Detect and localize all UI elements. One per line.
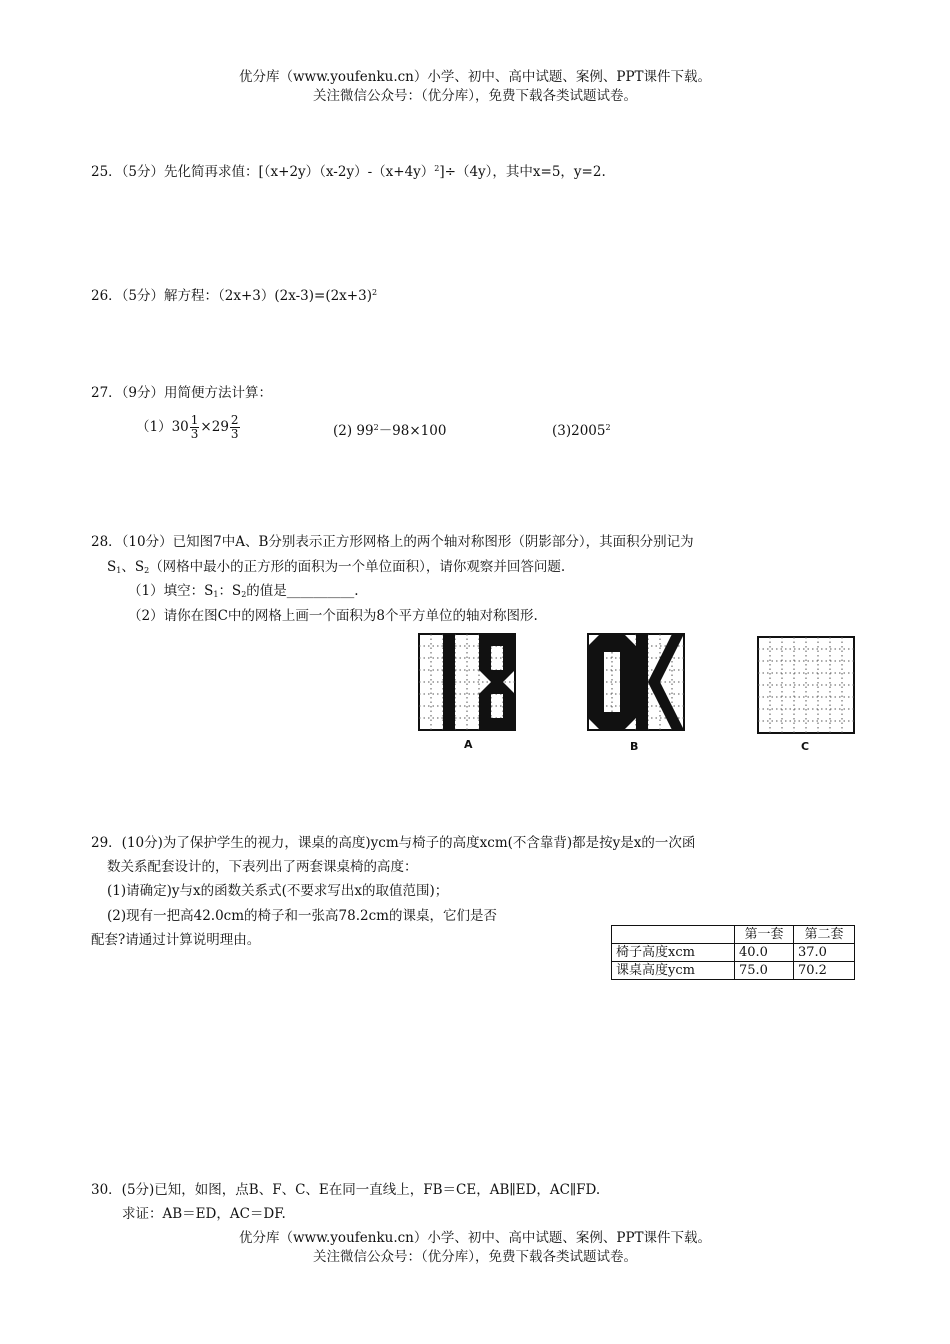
- q25-text: 25．（5分）先化简再求值：[（x+2y）（x-2y）-（x+4y）: [91, 164, 435, 180]
- frac-num: 2: [230, 413, 239, 427]
- table-header-cell: 第一套: [735, 926, 794, 944]
- figure-c-grid: [757, 636, 855, 734]
- fraction-2-3: [230, 414, 240, 441]
- question-30-line-2: 求证：AB＝ED，AC＝DF.: [122, 1206, 286, 1222]
- footer-line-2: 关注微信公众号：（优分库），免费下载各类试题试卷。: [313, 1249, 637, 1265]
- question-29-line-4: (2)现有一把高42.0cm的椅子和一张高78.2cm的课桌，它们是否: [107, 908, 497, 924]
- header-line-1: 优分库（www.youfenku.cn）小学、初中、高中试题、案例、PPT课件下载。: [238, 69, 712, 85]
- header-line-2: 关注微信公众号：（优分库），免费下载各类试题试卷。: [313, 88, 637, 104]
- q27-p3: (3)2005: [552, 423, 606, 439]
- table-cell: 70.2: [794, 962, 855, 980]
- q27-p3-exponent: 2: [605, 423, 611, 432]
- question-26: [91, 284, 377, 305]
- question-30-line-1: 30．(5分)已知，如图，点B、F、C、E在同一直线上，FB＝CE，AB∥ED，AC∥FD.: [91, 1182, 601, 1198]
- q27-p1-mid: ×29: [200, 419, 229, 435]
- sub-2: 2: [144, 566, 150, 575]
- q26-exponent: 2: [371, 288, 378, 297]
- frac-num: 1: [190, 413, 199, 427]
- sub-1: 1: [213, 590, 219, 599]
- fraction-1-3: [190, 414, 200, 441]
- q28-line2-rest: （网格中最小的正方形的面积为一个单位面积），请你观察并回答问题.: [149, 559, 566, 575]
- sub-1: 1: [116, 566, 122, 575]
- table-cell: 课桌高度ycm: [612, 962, 735, 980]
- figure-b-grid: [587, 633, 685, 731]
- figure-c-label: C: [801, 740, 810, 753]
- question-29-line-2: 数关系配套设计的，下表列出了两套课桌椅的高度：: [107, 859, 418, 875]
- q26-text: 26．（5分）解方程：（2x+3）(2x-3)=(2x+3): [91, 288, 372, 304]
- table-cell: 75.0: [735, 962, 794, 980]
- q27-p2: (2) 99: [333, 423, 374, 439]
- q27-p2-exponent: 2: [373, 423, 379, 432]
- question-27-part-1: [136, 412, 241, 442]
- frac-den: 3: [230, 427, 239, 441]
- q28-line3-rest: 的值是__________.: [246, 583, 359, 599]
- table-cell: 37.0: [794, 944, 855, 962]
- s-symbol-2: 、S: [121, 559, 145, 575]
- question-27-title: 27．（9分）用简便方法计算：: [91, 385, 273, 401]
- s-symbol: S: [107, 559, 117, 575]
- question-29-line-3: (1)请确定)y与x的函数关系式(不要求写出x的取值范围)；: [107, 883, 449, 899]
- table-header-cell: 第二套: [794, 926, 855, 944]
- question-28-line-3: [128, 582, 359, 604]
- q27-p1-prefix: （1）30: [136, 419, 189, 435]
- frac-den: 3: [190, 427, 199, 441]
- question-27-part-3: [552, 419, 611, 440]
- question-29-line-5: 配套?请通过计算说明理由。: [91, 932, 261, 948]
- table-row: [612, 944, 855, 962]
- q25-exponent: 2: [434, 164, 440, 173]
- question-28-line-1: 28．（10分）已知图7中A、B分别表示正方形网格上的两个轴对称图形（阴影部分），其面积分别记为: [91, 534, 694, 550]
- q25-text-end: ]÷（4y），其中x=5，y=2.: [439, 164, 606, 180]
- q28-line3-mid: ：S: [218, 583, 242, 599]
- desk-chair-height-table: [611, 925, 855, 980]
- question-28-line-4: （2）请你在图C中的网格上画一个面积为8个平方单位的轴对称图形.: [128, 608, 538, 624]
- question-25: [91, 160, 606, 181]
- q27-p2-rest: －98×100: [378, 423, 447, 439]
- question-28-line-2: [107, 558, 565, 580]
- figure-b-label: B: [630, 740, 639, 753]
- q28-line3-pre: （1）填空：S: [128, 583, 214, 599]
- figure-a-grid: [418, 633, 516, 731]
- table-row: [612, 962, 855, 980]
- table-header-row: [612, 926, 855, 944]
- table-cell: 椅子高度xcm: [612, 944, 735, 962]
- table-header-cell: [612, 926, 735, 944]
- figure-a-label: A: [464, 738, 473, 751]
- table-cell: 40.0: [735, 944, 794, 962]
- sub-2: 2: [241, 590, 247, 599]
- question-27-part-2: [333, 419, 446, 440]
- footer-line-1: 优分库（www.youfenku.cn）小学、初中、高中试题、案例、PPT课件下载。: [238, 1230, 712, 1246]
- question-29-line-1: 29．(10分)为了保护学生的视力，课桌的高度)ycm与椅子的高度xcm(不含靠背)都是按y是x的一次函: [91, 835, 696, 851]
